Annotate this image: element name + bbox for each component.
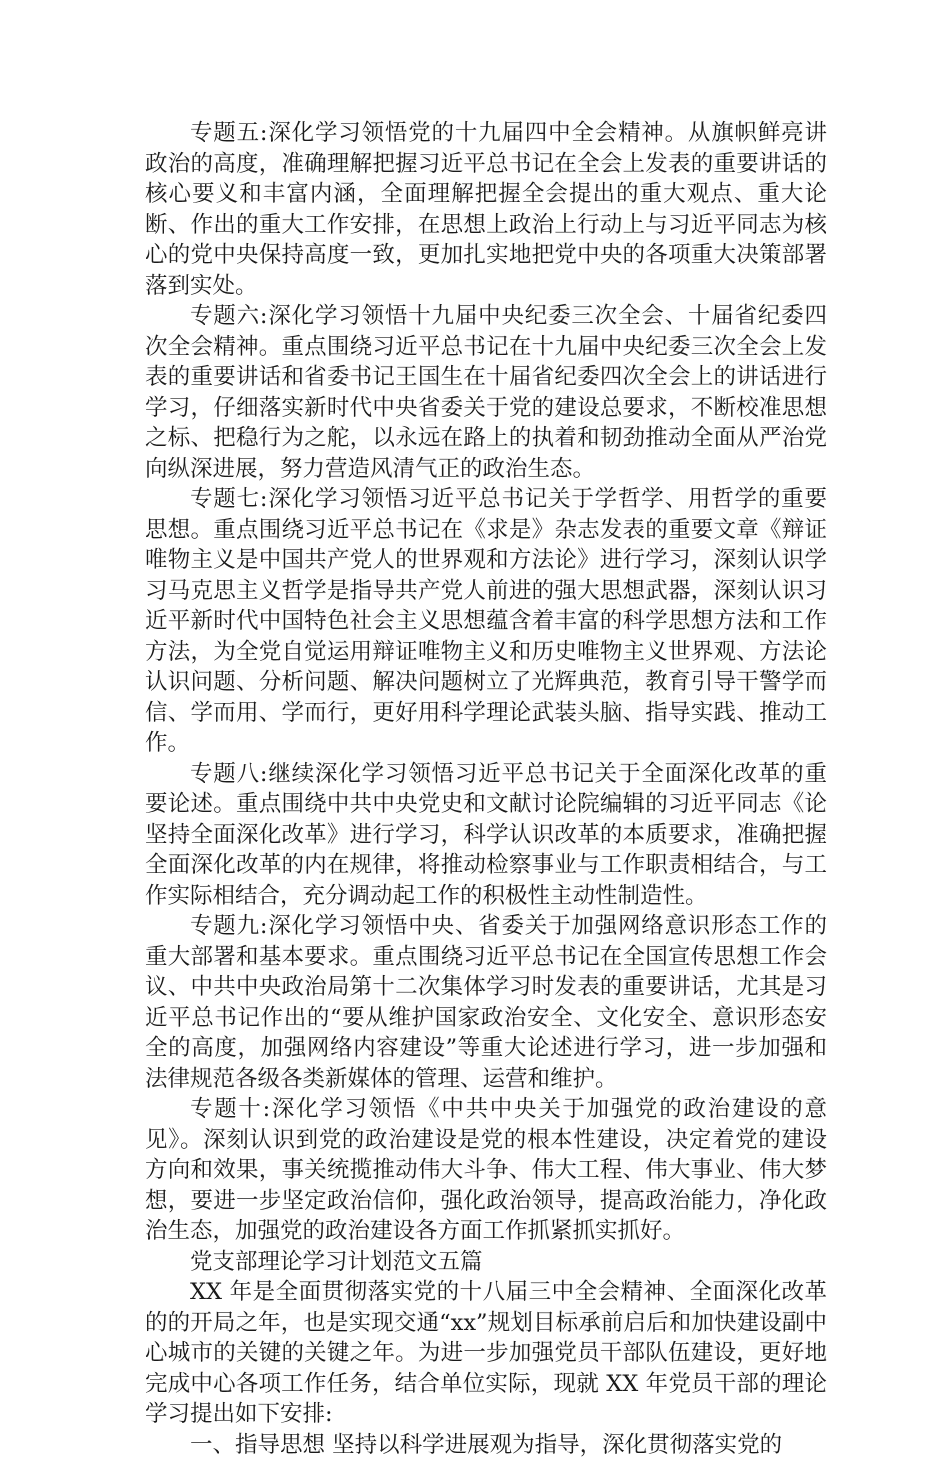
paragraph-topic-5: 专题五:深化学习领悟党的十九届四中全会精神。从旗帜鲜亮讲政治的高度，准确理解把握习近平总书记在全会上发表的重要讲话的核心要义和丰富内涵，全面理解把握全会提出的重大观点、重大论断、作出的重大工作安排，在思想上政治上行动上与习近平同志为核心的党中央保持高度一致，更加扎实地把党中央的各项重大决策部署落到实处。 (145, 118, 827, 301)
section-heading: 党支部理论学习计划范文五篇 (145, 1247, 827, 1278)
paragraph-topic-8: 专题八:继续深化学习领悟习近平总书记关于全面深化改革的重要论述。重点围绕中共中央党史和文献讨论院编辑的习近平同志《论坚持全面深化改革》进行学习，科学认识改革的本质要求，准确把握全面深化改革的内在规律，将推动检察事业与工作职责相结合，与工作实际相结合，充分调动起工作的积极性主动性制造性。 (145, 759, 827, 912)
paragraph-guiding-thought: 一、指导思想 坚持以科学进展观为指导，深化贯彻落实党的 (145, 1430, 827, 1460)
document-body (145, 118, 827, 1460)
paragraph-intro: XX 年是全面贯彻落实党的十八届三中全会精神、全面深化改革的的开局之年，也是实现交通“xx”规划目标承前启后和加快建设副中心城市的关键的关键之年。为进一步加强党员干部队伍建设，更好地完成中心各项工作任务，结合单位实际，现就 XX 年党员干部的理论学习提出如下安排: (145, 1277, 827, 1430)
paragraph-topic-9: 专题九:深化学习领悟中央、省委关于加强网络意识形态工作的重大部署和基本要求。重点围绕习近平总书记在全国宣传思想工作会议、中共中央政治局第十二次集体学习时发表的重要讲话，尤其是习近平总书记作出的“要从维护国家政治安全、文化安全、意识形态安全的高度，加强网络内容建设”等重大论述进行学习，进一步加强和法律规范各级各类新媒体的管理、运营和维护。 (145, 911, 827, 1094)
paragraph-topic-6: 专题六:深化学习领悟十九届中央纪委三次全会、十届省纪委四次全会精神。重点围绕习近平总书记在十九届中央纪委三次全会上发表的重要讲话和省委书记王国生在十届省纪委四次全会上的讲话进行学习，仔细落实新时代中央省委关于党的建设总要求，不断校准思想之标、把稳行为之舵，以永远在路上的执着和韧劲推动全面从严治党向纵深进展，努力营造风清气正的政治生态。 (145, 301, 827, 484)
paragraph-topic-10: 专题十:深化学习领悟《中共中央关于加强党的政治建设的意见》。深刻认识到党的政治建设是党的根本性建设，决定着党的建设方向和效果，事关统揽推动伟大斗争、伟大工程、伟大事业、伟大梦想，要进一步坚定政治信仰，强化政治领导，提高政治能力，净化政治生态，加强党的政治建设各方面工作抓紧抓实抓好。 (145, 1094, 827, 1247)
paragraph-topic-7: 专题七:深化学习领悟习近平总书记关于学哲学、用哲学的重要思想。重点围绕习近平总书记在《求是》杂志发表的重要文章《辩证唯物主义是中国共产党人的世界观和方法论》进行学习，深刻认识学习马克思主义哲学是指导共产党人前进的强大思想武器，深刻认识习近平新时代中国特色社会主义思想蕴含着丰富的科学思想方法和工作方法，为全党自觉运用辩证唯物主义和历史唯物主义世界观、方法论认识问题、分析问题、解决问题树立了光辉典范，教育引导干警学而信、学而用、学而行，更好用科学理论武装头脑、指导实践、推动工作。 (145, 484, 827, 759)
